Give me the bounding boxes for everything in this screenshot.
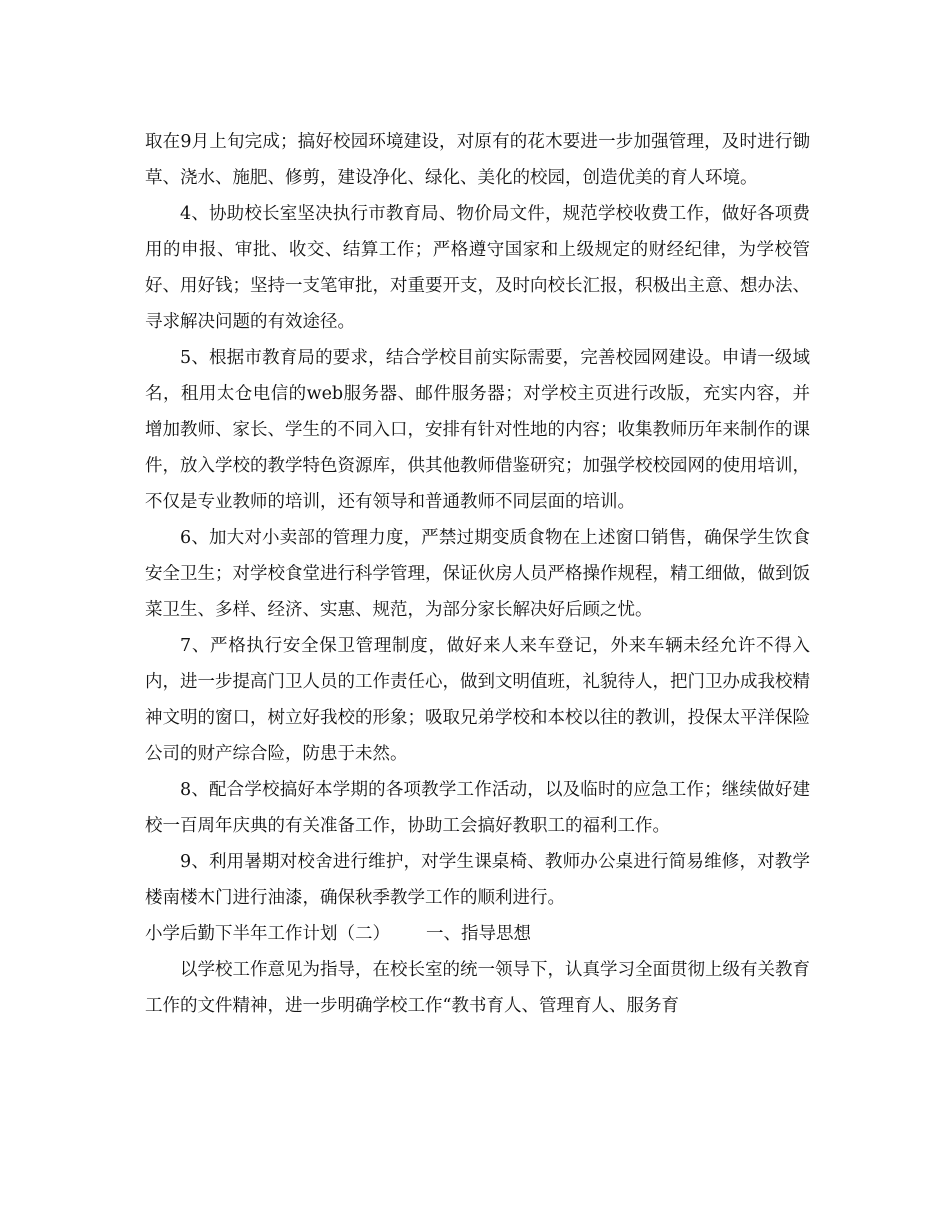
section-subheading: 一、指导思想	[426, 924, 531, 944]
paragraph-item-7: 7、严格执行安全保卫管理制度，做好来人来车登记，外来车辆未经允许不得入内，进一步提高门卫人员的工作责任心，做到文明值班，礼貌待人，把门卫办成我校精神文明的窗口，树立好我校的形象；吸取兄弟学校和本校以往的教训，投保太平洋保险公司的财产综合险，防患于未然。	[145, 636, 810, 764]
section-title: 小学后勤下半年工作计划（二）	[145, 924, 390, 944]
paragraph-item-6: 6、加大对小卖部的管理力度，严禁过期变质食物在上述窗口销售，确保学生饮食安全卫生；对学校食堂进行科学管理，保证伙房人员严格操作规程，精工细做，做到饭菜卫生、多样、经济、实惠、规范，为部分家长解决好后顾之忧。	[145, 528, 810, 620]
paragraph-item-5: 5、根据市教育局的要求，结合学校目前实际需要，完善校园网建设。申请一级域名，租用太仓电信的web服务器、邮件服务器；对学校主页进行改版，充实内容，并增加教师、家长、学生的不同入口，安排有针对性地的内容；收集教师历年来制作的课件，放入学校的教学特色资源库，供其他教师借鉴研究；加强学校校园网的使用培训，不仅是专业教师的培训，还有领导和普通教师不同层面的培训。	[145, 348, 810, 512]
paragraph-item-8: 8、配合学校搞好本学期的各项教学工作活动，以及临时的应急工作；继续做好建校一百周年庆典的有关准备工作，协助工会搞好教职工的福利工作。	[145, 780, 810, 836]
document-page	[145, 124, 810, 1024]
paragraph-item-9: 9、利用暑期对校舍进行维护，对学生课桌椅、教师办公桌进行简易维修，对教学楼南楼木门进行油漆，确保秋季教学工作的顺利进行。	[145, 852, 810, 908]
paragraph-continuation: 取在9月上旬完成；搞好校园环境建设，对原有的花木要进一步加强管理，及时进行锄草、浇水、施肥、修剪，建设净化、绿化、美化的校园，创造优美的育人环境。	[145, 132, 810, 188]
section-heading-line	[145, 916, 810, 952]
paragraph-item-4: 4、协助校长室坚决执行市教育局、物价局文件，规范学校收费工作，做好各项费用的申报、审批、收交、结算工作；严格遵守国家和上级规定的财经纪律，为学校管好、用好钱；坚持一支笔审批，对重要开支，及时向校长汇报，积极出主意、想办法、寻求解决问题的有效途径。	[145, 204, 810, 332]
paragraph-guiding-thought: 以学校工作意见为指导，在校长室的统一领导下，认真学习全面贯彻上级有关教育工作的文件精神，进一步明确学校工作“教书育人、管理育人、服务育	[145, 960, 810, 1016]
